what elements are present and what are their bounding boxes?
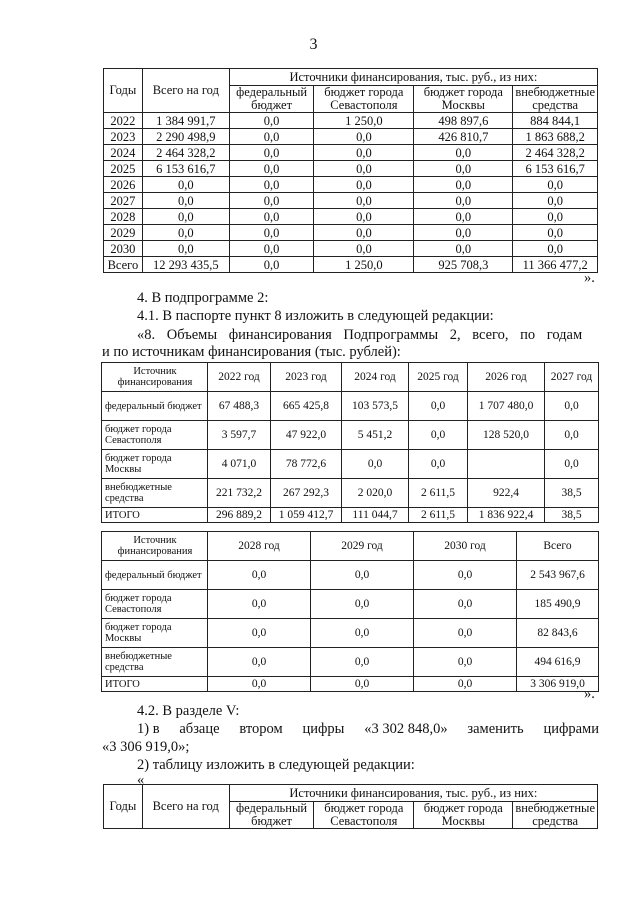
cell: 0,0 — [414, 677, 517, 692]
paragraph-4-1: 4.1. В паспорте пункт 8 изложить в следующей редакции: — [137, 308, 494, 324]
cell: 2 543 967,6 — [517, 561, 599, 590]
cell: 0,0 — [314, 129, 414, 145]
row-label: бюджет города Москвы — [102, 450, 208, 479]
cell: 0,0 — [513, 241, 598, 257]
cell: 1 384 991,7 — [142, 113, 229, 129]
header-sevastopol: бюджет города Севастополя — [314, 802, 414, 829]
cell: 0,0 — [229, 145, 314, 161]
row-label: федеральный бюджет — [102, 392, 208, 421]
cell: 0,0 — [513, 193, 598, 209]
table-row-total — [102, 508, 599, 523]
cell: 0,0 — [314, 225, 414, 241]
cell: 0,0 — [414, 177, 513, 193]
subprogram-financing-table-1 — [101, 362, 599, 523]
cell: 0,0 — [409, 392, 468, 421]
cell: 103 573,5 — [342, 392, 409, 421]
header-total: Всего — [517, 532, 599, 561]
table-row-total — [102, 677, 599, 692]
table-row — [104, 161, 598, 177]
header-year: 2026 год — [468, 363, 545, 392]
cell: 111 044,7 — [342, 508, 409, 523]
header-total: Всего на год — [142, 69, 229, 113]
cell: 1 250,0 — [314, 113, 414, 129]
cell: 0,0 — [513, 209, 598, 225]
table-row — [104, 193, 598, 209]
table-row — [102, 590, 599, 619]
cell-year: 2024 — [104, 145, 143, 161]
table-row — [104, 145, 598, 161]
table-row — [102, 648, 599, 677]
cell: 38,5 — [545, 479, 599, 508]
row-label: бюджет города Москвы — [102, 619, 208, 648]
header-year: 2025 год — [409, 363, 468, 392]
word: абзаце — [179, 721, 220, 737]
header-federal: федеральный бюджет — [229, 802, 314, 829]
cell: 494 616,9 — [517, 648, 599, 677]
word: 1) в — [137, 721, 160, 737]
cell: 1 059 412,7 — [271, 508, 342, 523]
header-total: Всего на год — [142, 785, 229, 829]
table-row — [104, 177, 598, 193]
cell: 0,0 — [414, 161, 513, 177]
cell: 0,0 — [414, 241, 513, 257]
cell: 0,0 — [545, 421, 599, 450]
paragraph-8-line1: «8. Объемы финансирования Подпрограммы 2, всего, по годам — [137, 327, 583, 343]
cell: 1 863 688,2 — [513, 129, 598, 145]
cell: 185 490,9 — [517, 590, 599, 619]
header-year: 2024 год — [342, 363, 409, 392]
cell — [468, 450, 545, 479]
header-years: Годы — [104, 785, 143, 829]
table-row — [104, 209, 598, 225]
cell-year: 2027 — [104, 193, 143, 209]
cell: 11 366 477,2 — [513, 257, 598, 273]
cell: 2 290 498,9 — [142, 129, 229, 145]
row-label: внебюджетные средства — [102, 479, 208, 508]
cell: 6 153 616,7 — [513, 161, 598, 177]
cell: 0,0 — [142, 225, 229, 241]
header-year: 2029 год — [311, 532, 414, 561]
row-label: бюджет города Севастополя — [102, 421, 208, 450]
header-year: 2030 год — [414, 532, 517, 561]
paragraph-v-1-line1 — [137, 721, 599, 738]
header-year: 2027 год — [545, 363, 599, 392]
cell: 2 611,5 — [409, 508, 468, 523]
cell: 12 293 435,5 — [142, 257, 229, 273]
header-moscow: бюджет города Москвы — [414, 802, 513, 829]
cell: 0,0 — [513, 177, 598, 193]
cell: 0,0 — [314, 241, 414, 257]
cell: 0,0 — [314, 177, 414, 193]
cell: 0,0 — [229, 225, 314, 241]
paragraph-v-2: 2) таблицу изложить в следующей редакции: — [137, 757, 415, 773]
cell: 925 708,3 — [414, 257, 513, 273]
row-label: федеральный бюджет — [102, 561, 208, 590]
cell: 0,0 — [314, 193, 414, 209]
word: втором — [239, 721, 283, 737]
cell-year: 2022 — [104, 113, 143, 129]
cell: 0,0 — [545, 392, 599, 421]
table-row — [102, 392, 599, 421]
header-years: Годы — [104, 69, 143, 113]
cell-year: 2030 — [104, 241, 143, 257]
cell: 47 922,0 — [271, 421, 342, 450]
cell-year: 2028 — [104, 209, 143, 225]
cell: 0,0 — [342, 450, 409, 479]
cell: 0,0 — [314, 161, 414, 177]
financing-by-year-table-new — [103, 784, 598, 829]
cell: 0,0 — [414, 145, 513, 161]
cell: 2 464 328,2 — [513, 145, 598, 161]
cell: 0,0 — [545, 450, 599, 479]
cell-year: 2029 — [104, 225, 143, 241]
cell: 0,0 — [311, 677, 414, 692]
header-extrabudget: внебюджетные средства — [513, 802, 598, 829]
cell: 0,0 — [142, 241, 229, 257]
closing-quote: ». — [584, 686, 595, 702]
table-row — [104, 225, 598, 241]
cell: 0,0 — [314, 209, 414, 225]
paragraph-4-2: 4.2. В разделе V: — [137, 703, 240, 719]
row-label: бюджет города Севастополя — [102, 590, 208, 619]
cell: 3 306 919,0 — [517, 677, 599, 692]
closing-quote: ». — [584, 270, 595, 286]
table-row — [102, 561, 599, 590]
table-row — [102, 450, 599, 479]
header-sources: Источники финансирования, тыс. руб., из них: — [229, 785, 597, 802]
cell: 0,0 — [229, 257, 314, 273]
paragraph-4: 4. В подпрограмме 2: — [137, 290, 269, 306]
header-source: Источник финансирования — [102, 532, 208, 561]
cell: 0,0 — [414, 209, 513, 225]
cell: 498 897,6 — [414, 113, 513, 129]
cell: 3 597,7 — [208, 421, 271, 450]
paragraph-8-line2: и по источникам финансирования (тыс. рублей): — [102, 344, 401, 360]
cell: 0,0 — [311, 590, 414, 619]
cell-year: Всего — [104, 257, 143, 273]
cell: 2 611,5 — [409, 479, 468, 508]
cell: 0,0 — [208, 590, 311, 619]
cell: 0,0 — [229, 209, 314, 225]
cell: 0,0 — [414, 648, 517, 677]
header-year: 2022 год — [208, 363, 271, 392]
word: цифры — [302, 721, 345, 737]
table-row — [102, 479, 599, 508]
cell: 38,5 — [545, 508, 599, 523]
cell-year: 2026 — [104, 177, 143, 193]
cell: 426 810,7 — [414, 129, 513, 145]
open-quote: « — [137, 772, 145, 788]
header-federal: федеральный бюджет — [229, 86, 314, 113]
cell: 665 425,8 — [271, 392, 342, 421]
cell: 0,0 — [409, 450, 468, 479]
row-label: ИТОГО — [102, 508, 208, 523]
cell: 4 071,0 — [208, 450, 271, 479]
cell: 0,0 — [208, 648, 311, 677]
cell: 0,0 — [142, 209, 229, 225]
cell: 0,0 — [229, 241, 314, 257]
table-row — [104, 113, 598, 129]
row-label: ИТОГО — [102, 677, 208, 692]
subprogram-financing-table-2 — [101, 531, 599, 692]
cell: 2 464 328,2 — [142, 145, 229, 161]
cell: 0,0 — [414, 225, 513, 241]
cell: 0,0 — [208, 677, 311, 692]
cell: 0,0 — [414, 619, 517, 648]
cell: 0,0 — [229, 113, 314, 129]
cell: 82 843,6 — [517, 619, 599, 648]
table-row-total — [104, 257, 598, 273]
table-row — [102, 421, 599, 450]
header-moscow: бюджет города Москвы — [414, 86, 513, 113]
cell: 0,0 — [208, 619, 311, 648]
cell: 0,0 — [414, 193, 513, 209]
cell: 922,4 — [468, 479, 545, 508]
cell: 0,0 — [414, 590, 517, 619]
cell: 0,0 — [142, 193, 229, 209]
cell: 2 020,0 — [342, 479, 409, 508]
cell: 0,0 — [208, 561, 311, 590]
cell: 0,0 — [311, 648, 414, 677]
header-year: 2028 год — [208, 532, 311, 561]
page-number: 3 — [309, 36, 318, 53]
cell: 0,0 — [414, 561, 517, 590]
word: заменить — [467, 721, 524, 737]
word: цифрами — [543, 721, 599, 737]
cell: 0,0 — [409, 421, 468, 450]
cell: 67 488,3 — [208, 392, 271, 421]
cell-year: 2025 — [104, 161, 143, 177]
cell: 0,0 — [314, 145, 414, 161]
table-row — [102, 619, 599, 648]
cell: 6 153 616,7 — [142, 161, 229, 177]
word: «3 302 848,0» — [364, 721, 448, 737]
cell: 221 732,2 — [208, 479, 271, 508]
cell: 0,0 — [229, 161, 314, 177]
row-label: внебюджетные средства — [102, 648, 208, 677]
cell: 78 772,6 — [271, 450, 342, 479]
cell: 0,0 — [142, 177, 229, 193]
cell: 128 520,0 — [468, 421, 545, 450]
cell: 0,0 — [229, 177, 314, 193]
cell-year: 2023 — [104, 129, 143, 145]
cell: 296 889,2 — [208, 508, 271, 523]
header-sevastopol: бюджет города Севастополя — [314, 86, 414, 113]
header-sources: Источники финансирования, тыс. руб., из них: — [229, 69, 597, 86]
cell: 267 292,3 — [271, 479, 342, 508]
header-source: Источник финансирования — [102, 363, 208, 392]
table-row — [104, 129, 598, 145]
cell: 1 250,0 — [314, 257, 414, 273]
financing-by-year-table — [103, 68, 598, 273]
cell: 1 707 480,0 — [468, 392, 545, 421]
header-extrabudget: внебюджетные средства — [513, 86, 598, 113]
cell: 0,0 — [513, 225, 598, 241]
cell: 5 451,2 — [342, 421, 409, 450]
cell: 1 836 922,4 — [468, 508, 545, 523]
cell: 884 844,1 — [513, 113, 598, 129]
cell: 0,0 — [311, 619, 414, 648]
paragraph-v-1-line2: «3 306 919,0»; — [102, 739, 190, 755]
cell: 0,0 — [311, 561, 414, 590]
cell: 0,0 — [229, 193, 314, 209]
cell: 0,0 — [229, 129, 314, 145]
header-year: 2023 год — [271, 363, 342, 392]
table-row — [104, 241, 598, 257]
